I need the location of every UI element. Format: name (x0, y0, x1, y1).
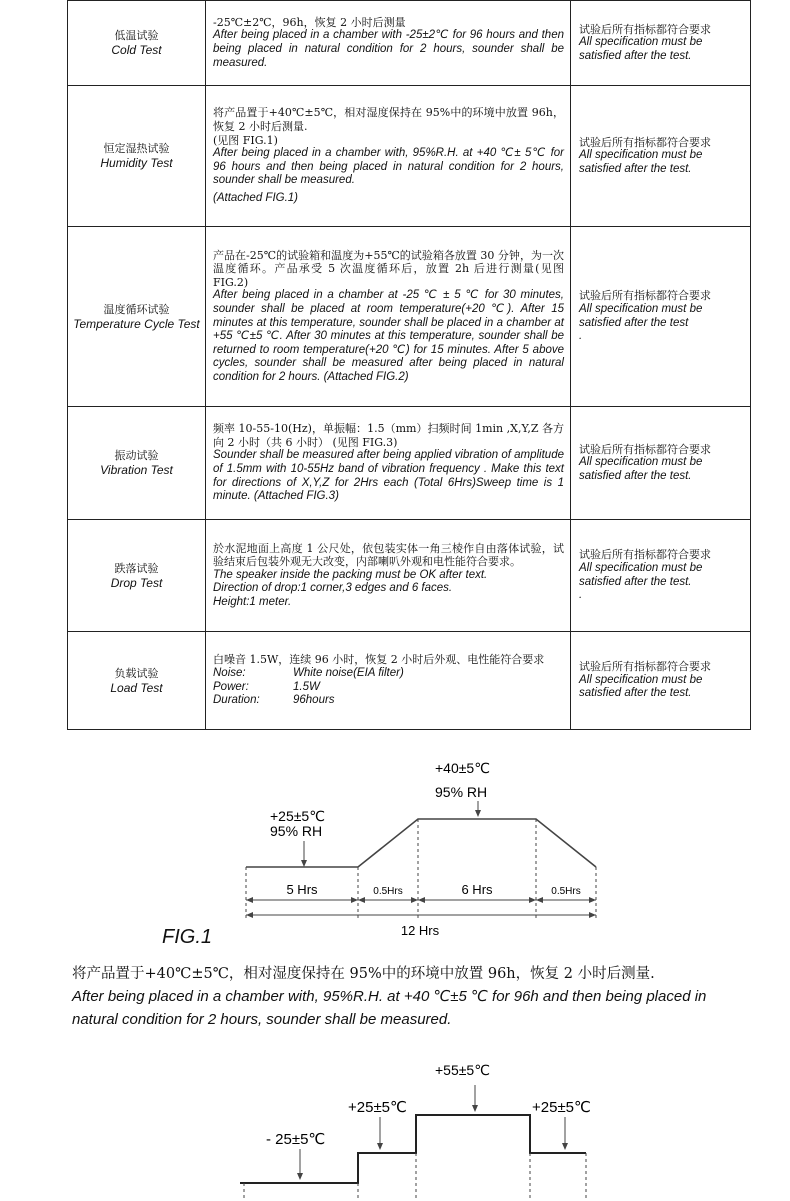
test-name-zh: 负载试验 (114, 666, 159, 680)
text-zh: 於水泥地面上高度 1 公尺处，依包装实体一角三棱作自由落体试验，试验结束后包装外观无大改变，内部喇叭外观和电性能符合要求。 (213, 541, 564, 569)
text-zh: 产品在-25℃的试验箱和温度为+55℃的试验箱各放置 30 分钟，为一次温度循环。产品承受 5 次温度循环后，放置 2h 后进行测量(见图 FIG.2) (213, 248, 564, 289)
test-name-en: Drop Test (110, 575, 163, 590)
fig2-profile-line (240, 1115, 586, 1183)
test-name-cell (68, 520, 206, 632)
test-condition-cell (206, 407, 571, 520)
fig1-left-rh: 95% RH (270, 823, 323, 839)
test-name-en: Temperature Cycle Test (73, 316, 200, 331)
test-name-en: Load Test (110, 680, 163, 695)
test-name-en: Humidity Test (100, 156, 173, 170)
fig2-low-temp: - 25±5℃ (266, 1131, 326, 1148)
table-row (68, 520, 751, 632)
test-condition-cell (206, 520, 571, 632)
text-en: Direction of drop:1 corner,3 edges and 6 faces. (213, 582, 453, 595)
test-condition-cell (206, 86, 571, 227)
text-zh: 试验后所有指标都符合要求 (579, 289, 711, 303)
text-zh: (见图 FIG.1) (213, 133, 278, 147)
text-zh: 频率 10-55-10(Hz)，单振幅：1.5（mm）扫频时间 1min ,X,Y,Z 各方向 2 小时（共 6 小时） (见图 FIG.3) (213, 422, 564, 449)
table-row (68, 227, 751, 407)
param-value: 96hours (293, 694, 335, 707)
fig2-mid-right-temp: +25±5℃ (532, 1099, 591, 1116)
text-en: All specification must be satisfied after the test (579, 302, 703, 329)
text-en: Height:1 meter. (213, 595, 292, 608)
fig1-total: 12 Hrs (400, 923, 440, 938)
param-line (213, 694, 564, 708)
text-en: . (579, 330, 583, 343)
test-name-cell (68, 632, 206, 730)
fig2-chart (240, 1055, 620, 1201)
text-zh: 试验后所有指标都符合要求 (579, 442, 711, 456)
text-en: After being placed in a chamber at -25 ℃ ± 5 ℃ for 30 minutes, sounder shall be placed at room temperature(+20 ℃). After 15 minutes at this temperature, sounder shall be placed in a chamber at +55 ℃±5 ℃. After 30 minutes at this temperature, sounder shall be returned to room temperature(+20 ℃) for 15 minutes. After 5 above cycles, sounder shall be measured after being placed in natural condition for 2 hours. (Attached FIG.2) (213, 289, 564, 383)
param-key: Noise: (213, 666, 246, 679)
text-en: All specification must be satisfied after the test. (579, 673, 703, 700)
table-row (68, 632, 751, 730)
test-name-zh: 振动试验 (114, 449, 159, 462)
test-condition-cell (206, 227, 571, 407)
param-value: 1.5W (293, 680, 320, 693)
fig1-description-en: After being placed in a chamber with, 95%R.H. at +40 ℃±5 ℃ for 96h and then being placed in natural condition for 2 hours, sounder shall be measured. (72, 988, 707, 1028)
test-name-zh: 恒定湿热试验 (103, 142, 170, 155)
fig1-left-temp: +25±5℃ (270, 808, 325, 824)
text-en: Sounder shall be measured after being applied vibration of amplitude of 1.5mm with 10-55Hz band of vibration frequency . Make this text for directions of X,Y,Z for 2Hrs each (Total 6Hrs)Sweep time is 1 minute. (Attached FIG.3) (213, 449, 564, 503)
fig1-top-temp: +40±5℃ (435, 760, 490, 776)
text-en: After being placed in a chamber with -25±2℃ for 96 hours and then being placed in natural condition for 2 hours, sounder shall be measured. (213, 29, 564, 69)
test-name-cell (68, 86, 206, 227)
fig1-seg-1: 5 Hrs (286, 882, 318, 897)
test-name-cell (68, 1, 206, 86)
fig1-caption: FIG.1 (162, 926, 213, 948)
test-name-zh: 低温试验 (114, 29, 159, 42)
test-spec-table (67, 0, 751, 730)
param-value: White noise(EIA filter) (293, 666, 404, 679)
text-zh: 将产品置于+40℃±5℃，相对湿度保持在 95%中的环境中放置 96h，恢复 2 小时后测量. (213, 106, 564, 134)
text-en: . (579, 589, 583, 602)
param-line (213, 667, 564, 681)
test-condition-cell (206, 1, 571, 86)
fig2-top-temp: +55±5℃ (435, 1062, 490, 1078)
test-result-cell (571, 1, 751, 86)
text-zh: 试验后所有指标都符合要求 (579, 548, 711, 562)
text-en: All specification must be satisfied after the test. (579, 456, 703, 482)
test-name-cell (68, 407, 206, 520)
test-result-cell (571, 407, 751, 520)
test-result-cell (571, 86, 751, 227)
test-name-en: Vibration Test (100, 463, 173, 477)
fig1-seg-2: 0.5Hrs (373, 886, 403, 897)
fig1-description-zh: 将产品置于+40℃±5℃，相对湿度保持在 95%中的环境中放置 96h，恢复 2 小时后测量. (72, 966, 655, 982)
text-zh: 试验后所有指标都符合要求 (579, 135, 711, 149)
text-zh: -25℃±2℃，96h，恢复 2 小时后测量 (213, 15, 406, 29)
param-line (213, 681, 564, 695)
param-key: Duration: (213, 694, 260, 707)
test-condition-cell (206, 632, 571, 730)
text-zh: 白噪音 1.5W，连续 96 小时，恢复 2 小时后外观、电性能符合要求 (213, 653, 545, 667)
test-name-cell (68, 227, 206, 407)
text-en: All specification must be satisfied after the test. (579, 561, 703, 588)
text-zh: 试验后所有指标都符合要求 (579, 22, 711, 36)
text-zh: 试验后所有指标都符合要求 (579, 660, 711, 674)
fig1-seg-4: 0.5Hrs (551, 886, 581, 897)
test-name-zh: 温度循环试验 (103, 302, 170, 316)
text-en: All specification must be satisfied after the test. (579, 149, 703, 175)
text-en: (Attached FIG.1) (213, 191, 299, 204)
test-name-en: Cold Test (111, 43, 162, 57)
text-en: After being placed in a chamber with, 95%R.H. at +40 ℃± 5℃ for 96 hours and then being placed in natural condition for 2 hours, sounder shall be measured. (213, 147, 564, 187)
fig1-top-rh: 95% RH (435, 784, 488, 800)
table-row (68, 86, 751, 227)
fig1-chart (230, 755, 610, 945)
table-row (68, 1, 751, 86)
table-row (68, 407, 751, 520)
fig2-mid-left-temp: +25±5℃ (348, 1099, 407, 1116)
param-key: Power: (213, 680, 249, 693)
fig1-seg-3: 6 Hrs (461, 882, 493, 897)
text-en: The speaker inside the packing must be OK after text. (213, 568, 488, 581)
test-name-zh: 跌落试验 (114, 561, 159, 575)
test-result-cell (571, 227, 751, 407)
test-result-cell (571, 520, 751, 632)
test-result-cell (571, 632, 751, 730)
text-en: All specification must be satisfied after the test. (579, 36, 703, 62)
